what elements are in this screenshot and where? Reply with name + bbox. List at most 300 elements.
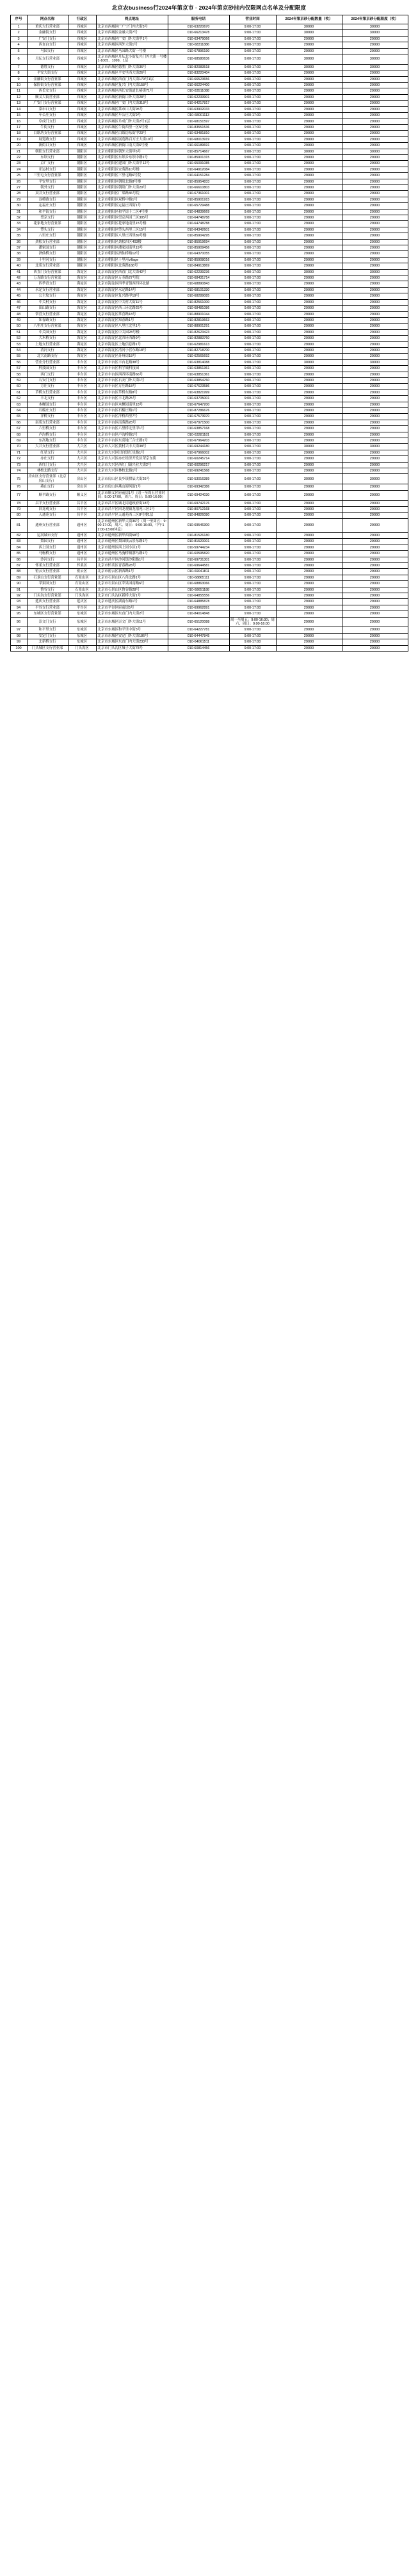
row-branch-name: 东坝支行 [27,154,68,160]
row-quota-b: 29000 [342,119,408,124]
row-quota-a: 29000 [276,275,342,281]
row-hours: 9:00-17:00 [229,513,276,518]
row-branch-name: 石景山支行营业部 [27,575,68,580]
row-address: 北京市西城区牛街西里一区5号楼 [96,124,168,130]
row-phone: 010-63281181 [168,432,229,438]
row-phone: 010-68651188 [168,587,229,593]
row-address: 北京市东城区崇文门外大街11号 [96,617,168,627]
row-address: 北京市海淀区中关园28号楼 [96,329,168,335]
row-branch-name: 回龙观支行 [27,506,68,512]
row-district: 东城区 [68,633,96,639]
row-index: 70 [10,444,27,450]
table-row [10,408,408,414]
row-address: 北京市朝阳区和平街十二区4号楼 [96,209,168,215]
row-branch-name: 上地支行营业部 [27,341,68,347]
row-hours: 9:00-17:00 [229,119,276,124]
row-address: 北京市朝阳区朝阳北路8号楼 [96,179,168,185]
row-index: 95 [10,611,27,617]
row-phone: 010-85901915 [168,197,229,202]
row-phone: 010-67361001 [168,191,229,197]
row-district: 西城区 [68,70,96,76]
row-quota-a: 29000 [276,551,342,557]
row-hours: 9:00-17:00 [229,191,276,197]
row-index: 51 [10,329,27,335]
row-address: 北京市朝阳区潘家园南里19号 [96,245,168,251]
row-quota-a: 29000 [276,70,342,76]
row-branch-name: 南苑支行营业部 [27,420,68,425]
row-branch-name: 西直门支行营业部 [27,269,68,275]
row-index: 35 [10,233,27,239]
row-index: 21 [10,149,27,154]
row-index: 86 [10,557,27,562]
row-index: 33 [10,221,27,227]
row-quota-a: 29000 [276,450,342,455]
row-quota-a: 29000 [276,599,342,605]
row-address: 北京市昌平区回龙观镇龙禧苑三区1号 [96,506,168,512]
row-index: 39 [10,257,27,263]
row-hours: 9:00-17:00 [229,245,276,251]
row-address: 北京市西城区西直门内大街179号1层 [96,76,168,82]
row-phone: 010-62239236 [168,269,229,275]
row-phone: 010-68865111 [168,575,229,580]
row-phone: 010-69342386 [168,484,229,490]
row-hours: 9:00-17:00 [229,456,276,462]
row-quota-b: 29000 [342,432,408,438]
row-hours: 9:00-17:00 [229,106,276,112]
row-quota-a: 30000 [276,24,342,30]
row-quota-b: 29000 [342,645,408,651]
row-branch-name: 顺平路支行 [27,490,68,500]
row-hours: 9:00-17:00 [229,627,276,633]
row-address: 北京市怀柔区青春路28号 [96,562,168,568]
row-district: 大兴区 [68,462,96,468]
row-branch-name: 西门支行 [27,372,68,377]
row-index: 81 [10,518,27,532]
row-branch-name: 金融街支行营业部 [27,76,68,82]
row-hours: 9:00-17:00 [229,251,276,257]
row-index: 14 [10,106,27,112]
row-hours: 9:00-17:00 [229,311,276,317]
row-branch-name: 右安门支行 [27,377,68,383]
row-hours: 9:00-17:00 [229,30,276,36]
row-address: 北京市朝阳区定福庄西街1号 [96,203,168,209]
row-quota-b: 29000 [342,557,408,562]
row-hours: 9:00-17:00 [229,551,276,557]
row-hours: 9:00-17:00 [229,275,276,281]
row-district: 海淀区 [68,317,96,323]
row-quota-b: 29000 [342,76,408,82]
row-branch-name: 通州支行营业部 [27,518,68,532]
row-branch-name: 木樨园支行 [27,402,68,407]
row-quota-b: 29000 [342,154,408,160]
row-quota-b: 30000 [342,64,408,70]
row-branch-name: 顺义大街营业部 [27,94,68,100]
row-hours: 9:00-17:00 [229,414,276,420]
row-phone: 010-62233901 [168,94,229,100]
row-address: 北京市海淀区西直门北大街42号 [96,269,168,275]
row-index: 82 [10,532,27,538]
row-index: 11 [10,88,27,94]
row-branch-name: 牛街支行 [27,124,68,130]
row-index: 62 [10,396,27,402]
row-quota-b: 29000 [342,88,408,94]
row-address: 北京市西城区西长安街道长椿街71号 [96,88,168,94]
document-title-wrap [0,0,418,15]
row-district: 大兴区 [68,444,96,450]
row-index: 44 [10,287,27,293]
row-phone: 010-85714667 [168,149,229,154]
table-row [10,627,408,633]
row-hours: 9:00-17:00 [229,474,276,484]
row-address: 北京市西城区广安门内大街318号 [96,101,168,106]
row-district: 顺义区 [68,490,96,500]
row-district: 丰台区 [68,359,96,365]
row-branch-name: 门头城区支行营业部 [27,645,68,651]
row-phone: 010-66523656 [168,76,229,82]
row-district: 海淀区 [68,311,96,317]
row-hours: 9:00-17:00 [229,42,276,48]
row-quota-a: 29000 [276,233,342,239]
row-quota-b: 29000 [342,306,408,311]
row-phone: 010-60245714 [168,456,229,462]
column-header-quota-a: 2024年第京砂分配数量（枚） [276,15,342,24]
row-hours: 9:00-17:00 [229,101,276,106]
table-row [10,462,408,468]
row-quota-b: 29000 [342,500,408,506]
row-district: 丰台区 [68,408,96,414]
row-district: 朝阳区 [68,167,96,172]
row-address: 北京市石景山区八角北路1号 [96,575,168,580]
row-hours: 9:00-17:00 [229,557,276,562]
row-address: 北京市平谷区府前街5号 [96,605,168,611]
row-phone: 010-83551536 [168,124,229,130]
row-phone: 010-67647200 [168,402,229,407]
row-quota-a: 30000 [276,149,342,154]
table-row [10,287,408,293]
row-phone: 010-67573970 [168,414,229,420]
table-row [10,101,408,106]
row-district: 海淀区 [68,293,96,299]
row-index: 16 [10,119,27,124]
row-quota-b: 29000 [342,324,408,329]
row-index: 83 [10,539,27,545]
table-row [10,645,408,651]
row-quota-a: 30000 [276,64,342,70]
row-district: 西城区 [68,36,96,42]
row-quota-b: 29000 [342,227,408,233]
row-address: 北京市西城区金融大街7号 [96,30,168,36]
table-row [10,426,408,432]
row-phone: 010-64748788 [168,221,229,227]
row-district: 西城区 [68,124,96,130]
row-branch-name: 平安大街支行 [27,70,68,76]
row-address: 北京市丰台区木樨园南里18号 [96,402,168,407]
row-index: 20 [10,143,27,149]
row-district: 丰台区 [68,384,96,390]
row-hours: 9:00-17:00 [229,575,276,580]
row-phone: 010-68580636 [168,54,229,65]
row-district: 房山区 [68,484,96,490]
table-row [10,124,408,130]
row-district: 朝阳区 [68,154,96,160]
row-quota-a: 29000 [276,545,342,550]
table-row [10,64,408,70]
table-row [10,221,408,227]
row-quota-a: 29000 [276,311,342,317]
row-quota-b: 29000 [342,506,408,512]
row-branch-name: 阜成门支行 [27,119,68,124]
row-hours: 9:00-17:00 [229,54,276,65]
column-header-branch-name: 网点名称 [27,15,68,24]
row-address: 北京市东城区东直门内大街2号 [96,611,168,617]
row-quota-a: 29000 [276,281,342,287]
row-quota-a: 29000 [276,317,342,323]
row-branch-name: 平安里支行 [27,179,68,185]
row-address: 北京市通州区马驹桥镇漷马路1号 [96,551,168,557]
row-hours: 9:00-17:00 [229,354,276,359]
row-quota-b: 30000 [342,30,408,36]
row-quota-a: 29000 [276,513,342,518]
row-quota-a: 29000 [276,83,342,88]
row-phone: 010-66189691 [168,143,229,149]
row-quota-a: 30000 [276,30,342,36]
row-phone: 010-68481086 [168,306,229,311]
row-district: 海淀区 [68,269,96,275]
row-address: 北京市朝阳区东坝乡东坝中路1号 [96,154,168,160]
row-phone: 010-68289085 [168,293,229,299]
row-district: 朝阳区 [68,179,96,185]
row-phone: 010-64855556 [168,593,229,599]
row-phone: 010-68001113 [168,113,229,119]
row-branch-name: 亚运村支行 [27,167,68,172]
row-quota-a: 29000 [276,167,342,172]
table-row [10,518,408,532]
row-quota-a: 29000 [276,341,342,347]
row-address: 北京市大兴区黄村兴丰大街38号 [96,444,168,450]
row-phone: 010-66610803 [168,185,229,190]
row-hours: 周一至周五：9:00-16:30；周六、周日：9:00-16:00 [229,617,276,627]
row-branch-name: 西红门支行 [27,462,68,468]
row-quota-a: 29000 [276,557,342,562]
row-address: 北京市门头沟区新桥大街1号 [96,593,168,599]
row-quota-b: 29000 [342,532,408,538]
table-row [10,154,408,160]
row-quota-a: 29000 [276,633,342,639]
row-quota-a: 29000 [276,36,342,42]
row-quota-b: 29000 [342,372,408,377]
row-quota-b: 29000 [342,513,408,518]
row-branch-name: 金融街支行 [27,30,68,36]
row-hours: 9:00-17:00 [229,539,276,545]
row-index: 60 [10,384,27,390]
table-row [10,197,408,202]
table-row [10,251,408,257]
row-district: 朝阳区 [68,221,96,227]
table-row [10,432,408,438]
row-quota-a: 29000 [276,203,342,209]
row-quota-a: 29000 [276,390,342,395]
row-quota-b: 29000 [342,36,408,42]
row-quota-a: 29000 [276,575,342,580]
row-phone: 010-63854760 [168,377,229,383]
row-branch-name: 潘家园支行 [27,245,68,251]
row-quota-b: 29000 [342,627,408,633]
row-quota-a: 29000 [276,645,342,651]
row-phone: 010-84826080 [168,513,229,518]
row-quota-b: 29000 [342,167,408,172]
row-branch-name: 垡头支行 [27,227,68,233]
row-district: 东城区 [68,611,96,617]
row-district: 房山区 [68,474,96,484]
row-quota-a: 29000 [276,76,342,82]
row-index: 72 [10,456,27,462]
row-quota-b: 29000 [342,209,408,215]
row-phone: 010-62981613 [168,341,229,347]
row-branch-name: 菜市口支行 [27,106,68,112]
row-branch-name: 朝外支行 [27,185,68,190]
row-quota-a: 29000 [276,101,342,106]
row-hours: 9:00-17:00 [229,341,276,347]
row-index: 69 [10,438,27,444]
row-district: 西城区 [68,42,96,48]
table-row [10,203,408,209]
table-row [10,605,408,611]
row-quota-a: 29000 [276,257,342,263]
row-phone: 010-67966002 [168,450,229,455]
row-index: 52 [10,336,27,341]
row-phone: 010-63857168 [168,426,229,432]
row-address: 北京市东城区和平里中街3号 [96,627,168,633]
row-district: 延庆区 [68,599,96,605]
row-hours: 9:00-17:00 [229,336,276,341]
row-address: 北京市房山区燕山迎风街1号 [96,484,168,490]
row-address: 北京市通州区西上园小区1号 [96,545,168,550]
row-district: 丰台区 [68,402,96,407]
row-hours: 9:00-17:00 [229,377,276,383]
table-row [10,599,408,605]
row-branch-name: 三里屯支行营业部 [27,173,68,179]
table-row [10,587,408,593]
row-hours: 9:00-17:00 [229,484,276,490]
row-hours: 9:00-17:00 [229,444,276,450]
row-phone: 010-85954833 [168,179,229,185]
row-hours: 9:00-17:00 [229,70,276,76]
row-quota-a: 29000 [276,354,342,359]
column-header-quota-b: 2024年第京砂分配限度（枚） [342,15,408,24]
row-quota-a: 29000 [276,587,342,593]
row-address: 北京市西城区阜成门外大街2号1层 [96,119,168,124]
row-quota-a: 29000 [276,161,342,167]
row-quota-b: 29000 [342,438,408,444]
row-address: 北京市石景山区鲁谷路28号 [96,587,168,593]
row-quota-a: 29000 [276,124,342,130]
row-phone: 010-84014848 [168,611,229,617]
row-address: 北京市海淀区万寿路27号院 [96,275,168,281]
row-quota-b: 29000 [342,215,408,221]
row-index: 3 [10,36,27,42]
row-district: 大兴区 [68,456,96,462]
row-quota-a: 29000 [276,299,342,305]
row-address: 北京市丰台区南苑路28号 [96,420,168,425]
row-index: 61 [10,390,27,395]
row-branch-name: 大兴支行营业部 [27,444,68,450]
row-quota-a: 29000 [276,539,342,545]
row-district: 西城区 [68,24,96,30]
row-quota-b: 29000 [342,402,408,407]
row-phone: 010-85909456 [168,245,229,251]
row-hours: 9:00-17:00 [229,233,276,239]
row-quota-a: 29000 [276,119,342,124]
row-index: 97 [10,627,27,633]
row-hours: 9:00-17:00 [229,179,276,185]
row-district: 通州区 [68,545,96,550]
row-hours: 9:00-17:00 [229,167,276,172]
row-hours: 9:00-17:00 [229,257,276,263]
row-branch-name: 昌平支行营业部 [27,500,68,506]
table-row [10,354,408,359]
row-phone: 010-64342601 [168,227,229,233]
row-hours: 9:00-17:00 [229,420,276,425]
row-district: 通州区 [68,539,96,545]
row-quota-a: 29000 [276,287,342,293]
row-hours: 9:00-17:00 [229,396,276,402]
row-phone: 010-63481810 [168,131,229,136]
row-hours: 9:00-17:00 [229,173,276,179]
row-hours: 9:00-17:00 [229,518,276,532]
row-district: 海淀区 [68,336,96,341]
row-hours: 9:00-17:00 [229,317,276,323]
row-branch-name: 马驹桥支行 [27,551,68,557]
table-row [10,336,408,341]
row-branch-name: 北苑支行营业部 [27,263,68,269]
row-index: 43 [10,281,27,287]
row-address: 北京市西城区马园路大街一号楼 [96,48,168,54]
row-index: 40 [10,263,27,269]
row-branch-name: 公主坟支行 [27,293,68,299]
table-row [10,438,408,444]
row-phone: 010-68101330 [168,287,229,293]
row-index: 4 [10,42,27,48]
row-district: 朝阳区 [68,227,96,233]
row-quota-b: 29000 [342,251,408,257]
row-hours: 9:00-17:00 [229,299,276,305]
table-row [10,639,408,645]
row-district: 朝阳区 [68,191,96,197]
row-branch-name: 东城区支行营业部 [27,611,68,617]
row-hours: 9:00-17:00 [229,88,276,94]
row-index: 50 [10,324,27,329]
branch-allocation-table [10,15,408,652]
table-row [10,94,408,100]
table-row [10,414,408,420]
row-quota-b: 29000 [342,414,408,420]
row-quota-b: 29000 [342,70,408,76]
row-branch-name: 广安门支行营业部 [27,101,68,106]
row-address: 北京市西城区广安门外大街甲1号 [96,36,168,42]
table-row [10,131,408,136]
table-row [10,420,408,425]
row-district: 朝阳区 [68,185,96,190]
row-branch-name: 四季青支行 [27,281,68,287]
row-quota-b: 29000 [342,48,408,54]
row-quota-b: 29000 [342,551,408,557]
table-row [10,36,408,42]
row-district: 海淀区 [68,324,96,329]
row-quota-b: 29000 [342,605,408,611]
table-row [10,42,408,48]
row-district: 海淀区 [68,354,96,359]
row-phone: 010-82819663 [168,317,229,323]
